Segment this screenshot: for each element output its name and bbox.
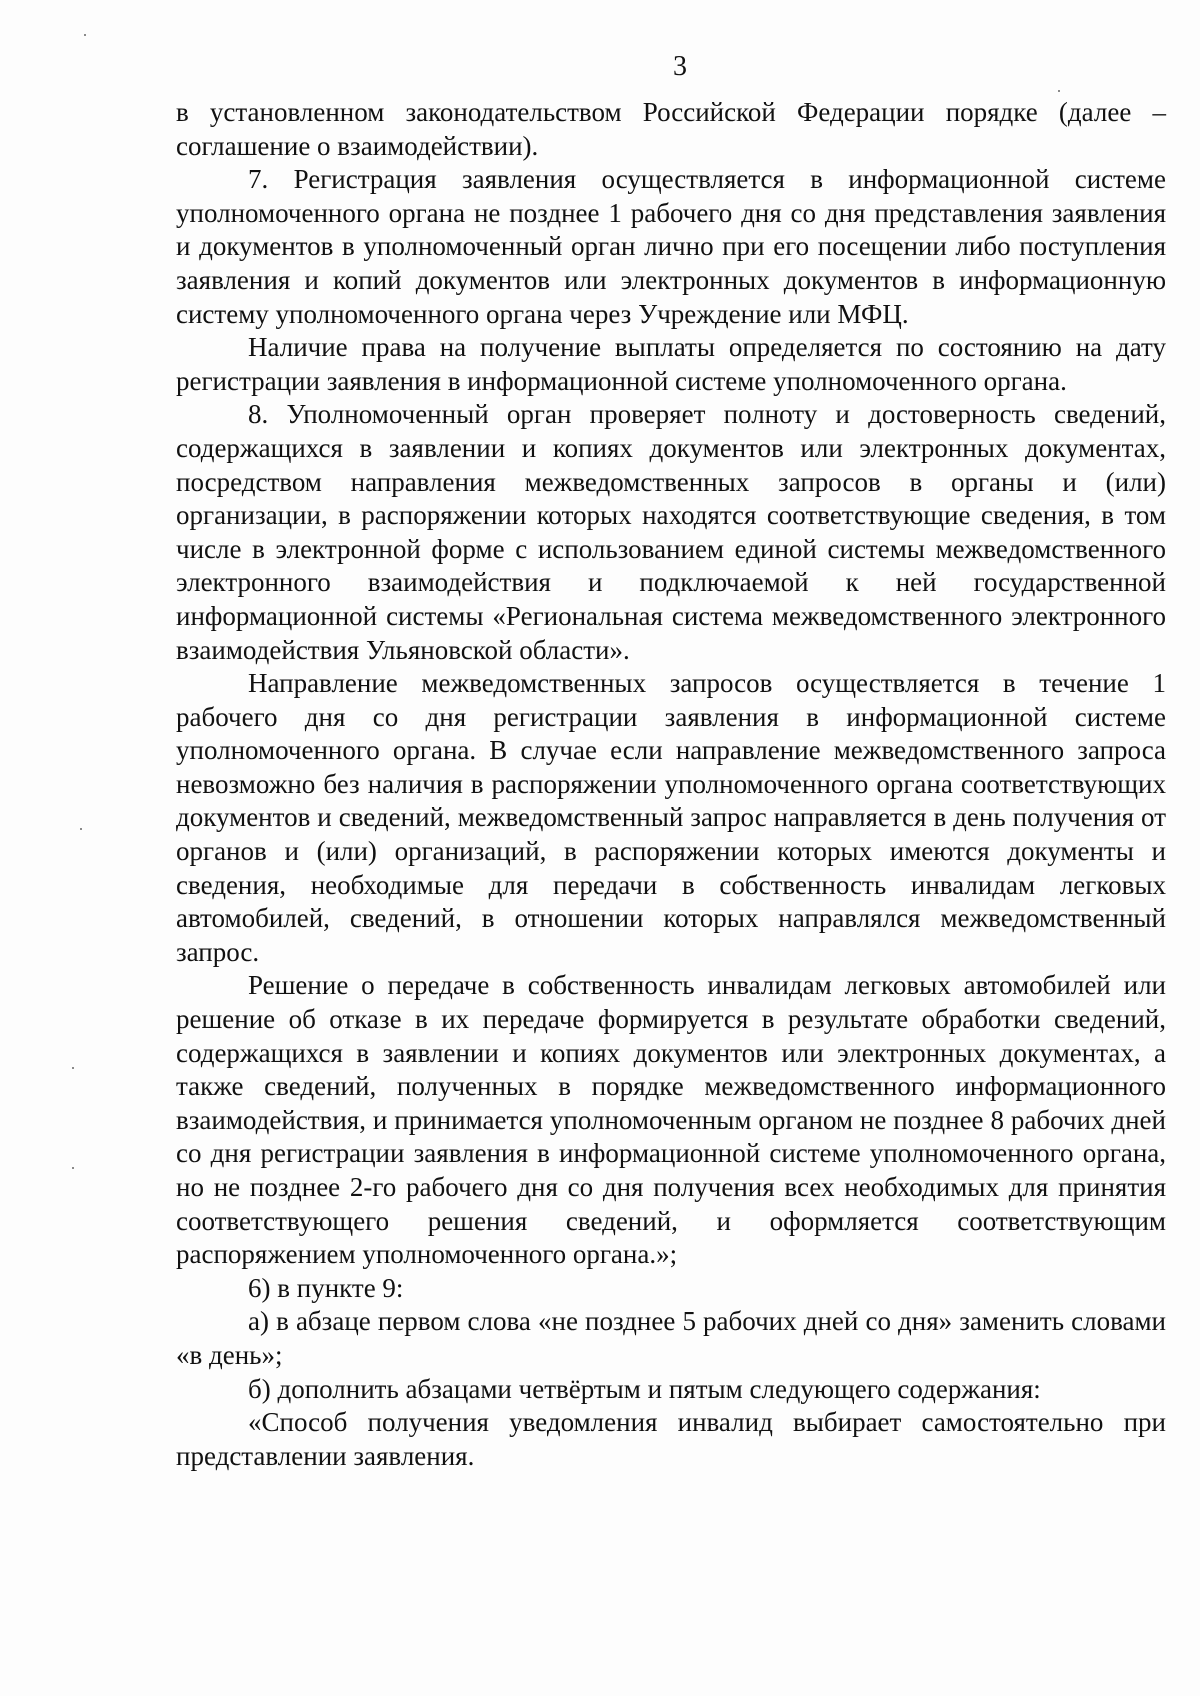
document-body [176, 96, 1166, 1473]
scan-speck [72, 1167, 74, 1169]
paragraph-notification-method: «Способ получения уведомления инвалид выбирает самостоятельно при представлении заявления. [176, 1407, 1166, 1471]
paragraph-right-to-payment: Наличие права на получение выплаты определяется по состоянию на дату регистрации заявления в информационной системе уполномоченного органа. [176, 332, 1166, 396]
paragraph-decision: Решение о передаче в собственность инвалидам легковых автомобилей или решение об отказе в их передаче формируется в результате обработки сведений, содержащихся в заявлении и копиях документов или электронных документах, а также сведений, полученных в порядке межведомственного информационного взаимодействия, и принимается уполномоченным органом не позднее 8 рабочих дней со дня регистрации заявления в информационной системе уполномоченного органа, но не позднее 2-го рабочего дня со дня получения всех необходимых для принятия соответствующего решения сведений, и оформляется соответствующим распоряжением уполномоченного органа.»; [176, 970, 1166, 1270]
scan-speck [1058, 90, 1060, 92]
paragraph-continuation: в установленном законодательством Российской Федерации порядке (далее – соглашение о взаимодействии). [176, 97, 1166, 161]
paragraph-subitem-b: б) дополнить абзацами четвёртым и пятым следующего содержания: [248, 1373, 1041, 1404]
page-number: 3 [673, 51, 687, 82]
paragraph-item-7: 7. Регистрация заявления осуществляется в информационной системе уполномоченного органа не позднее 1 рабочего дня со дня представления заявления и документов в уполномоченный орган лично при его посещении либо поступления заявления и копий документов или электронных документов в информационную систему уполномоченного органа через Учреждение или МФЦ. [176, 164, 1166, 329]
paragraph-subitem-a: а) в абзаце первом слова «не позднее 5 рабочих дней со дня» заменить словами «в день»; [176, 1306, 1166, 1370]
paragraph-interagency-requests: Направление межведомственных запросов осуществляется в течение 1 рабочего дня со дня регистрации заявления в информационной системе уполномоченного органа. В случае если направление межведомственного запроса невозможно без наличия в распоряжении уполномоченного органа соответствующих документов и сведений, межведомственный запрос направляется в день получения от органов и (или) организаций, в распоряжении которых имеются документы и сведения, необходимые для передачи в собственность инвалидам легковых автомобилей, сведений, в отношении которых направлялся межведомственный запрос. [176, 668, 1166, 967]
paragraph-subitem-6: 6) в пункте 9: [248, 1272, 404, 1303]
scan-speck [84, 34, 86, 36]
paragraph-item-8: 8. Уполномоченный орган проверяет полноту и достоверность сведений, содержащихся в заявлении и копиях документов или электронных документах, посредством направления межведомственных запросов в органы и (или) организации, в распоряжении которых находятся соответствующие сведения, в том числе в электронной форме с использованием единой системы межведомственного электронного взаимодействия и подключаемой к ней государственной информационной системы «Региональная система межведомственного электронного взаимодействия Ульяновской области». [176, 399, 1166, 665]
scan-speck [80, 828, 82, 830]
scan-speck [72, 1067, 74, 1069]
